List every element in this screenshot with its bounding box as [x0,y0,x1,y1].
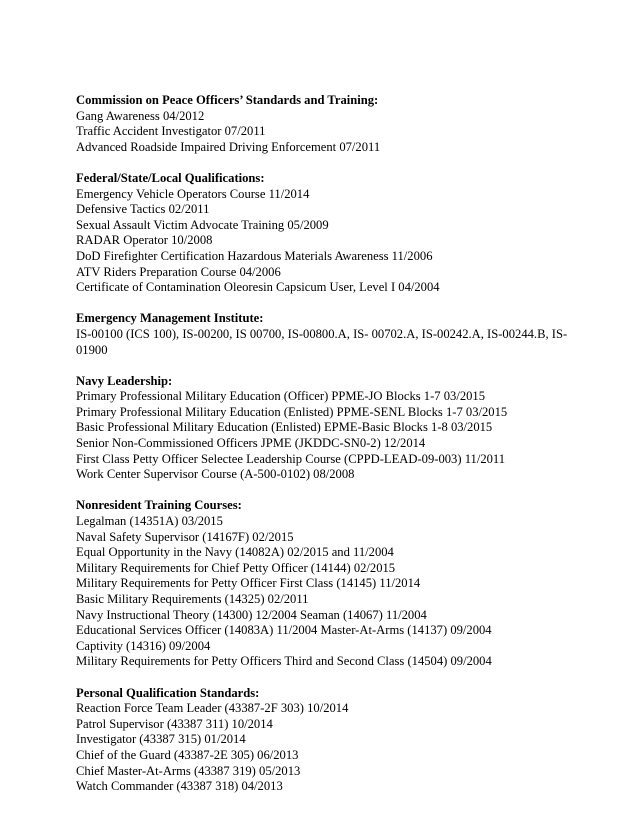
list-item: Patrol Supervisor (43387 311) 10/2014 [76,716,273,731]
list-item: IS-00100 (ICS 100), IS-00200, IS 00700, IS-00800.A, IS- 00702.A, IS-00242.A, IS-00244.B, IS-01900 [76,326,568,357]
section-federal-state-local [76,171,576,296]
list-item: Emergency Vehicle Operators Course 11/2014 [76,186,310,201]
list-item: Educational Services Officer (14083A) 11/2004 Master-At-Arms (14137) 09/2004 [76,623,492,638]
list-item: RADAR Operator 10/2008 [76,233,213,248]
list-item: Military Requirements for Chief Petty Officer (14144) 02/2015 [76,560,396,575]
section-heading: Nonresident Training Courses: [76,498,242,513]
list-item: DoD Firefighter Certification Hazardous Materials Awareness 11/2006 [76,248,433,263]
list-item: Gang Awareness 04/2012 [76,108,205,123]
list-item: Watch Commander (43387 318) 04/2013 [76,779,283,794]
document-page [76,93,576,810]
list-item: Naval Safety Supervisor (14167F) 02/2015 [76,529,294,544]
section-post-training [76,93,576,155]
section-heading: Federal/State/Local Qualifications: [76,170,265,185]
section-personal-qualification [76,686,576,795]
list-item: Basic Military Requirements (14325) 02/2011 [76,592,309,606]
list-item: Reaction Force Team Leader (43387-2F 303) 10/2014 [76,701,349,716]
list-item: Traffic Accident Investigator 07/2011 [76,124,266,139]
list-item: First Class Petty Officer Selectee Leadership Course (CPPD-LEAD-09-003) 11/2011 [76,451,506,466]
list-item: Chief of the Guard (43387-2E 305) 06/2013 [76,747,299,762]
section-heading: Emergency Management Institute: [76,311,264,326]
list-item: Investigator (43387 315) 01/2014 [76,732,246,747]
list-item: Basic Professional Military Education (Enlisted) EPME-Basic Blocks 1-8 03/2015 [76,420,493,435]
list-item: Military Requirements for Petty Officers Third and Second Class (14504) 09/2004 [76,654,492,669]
list-item: Sexual Assault Victim Advocate Training 05/2009 [76,217,329,232]
section-heading: Navy Leadership: [76,373,173,388]
list-item: Captivity (14316) 09/2004 [76,638,211,653]
list-item: Legalman (14351A) 03/2015 [76,514,223,529]
list-item: Military Requirements for Petty Officer First Class (14145) 11/2014 [76,576,421,591]
list-item: Work Center Supervisor Course (A-500-0102) 08/2008 [76,467,355,482]
list-item: Equal Opportunity in the Navy (14082A) 02/2015 and 11/2004 [76,545,394,560]
list-item: Senior Non-Commissioned Officers JPME (JKDDC-SN0-2) 12/2014 [76,436,426,451]
section-heading: Commission on Peace Officers’ Standards and Training: [76,93,379,107]
list-item: ATV Riders Preparation Course 04/2006 [76,264,281,279]
section-nonresident-training [76,498,576,670]
list-item: Advanced Roadside Impaired Driving Enforcement 07/2011 [76,139,381,154]
list-item: Primary Professional Military Education (Enlisted) PPME-SENL Blocks 1-7 03/2015 [76,404,508,419]
list-item: Navy Instructional Theory (14300) 12/2004 Seaman (14067) 11/2004 [76,607,427,622]
section-navy-leadership [76,374,576,483]
section-emergency-management [76,311,576,358]
list-item: Primary Professional Military Education (Officer) PPME-JO Blocks 1-7 03/2015 [76,389,486,404]
list-item: Chief Master-At-Arms (43387 319) 05/2013 [76,763,301,778]
list-item: Certificate of Contamination Oleoresin Capsicum User, Level I 04/2004 [76,280,440,295]
section-heading: Personal Qualification Standards: [76,685,260,700]
list-item: Defensive Tactics 02/2011 [76,202,210,217]
